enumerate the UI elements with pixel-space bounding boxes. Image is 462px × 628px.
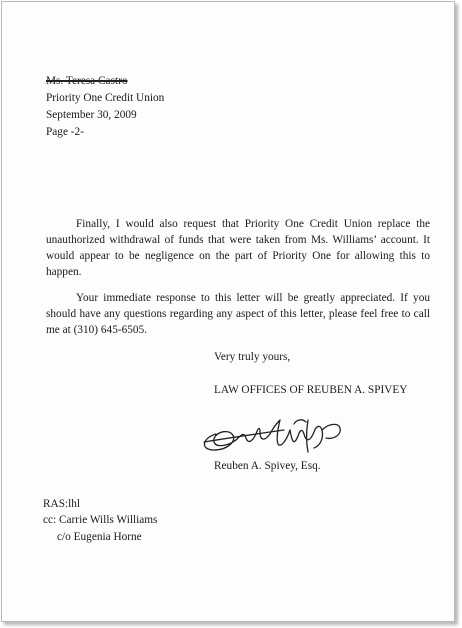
recipient-name-struck: Ms. Teresa Castro <box>46 75 128 87</box>
care-of-line: c/o Eugenia Horne <box>57 531 142 543</box>
recipient-organization: Priority One Credit Union <box>46 92 165 104</box>
letter-date: September 30, 2009 <box>46 109 137 121</box>
body-paragraph-2: Your immediate response to this letter will be greatly appreciated. If you should have any questions regarding any aspect of this letter, please feel free to call me at (310) 645-6505. <box>46 292 430 336</box>
body-paragraph-1: Finally, I would also request that Priority One Credit Union replace the unauthorized withdrawal of funds that were taken from Ms. Williams’ account. It would appear to be negligence on the part of Priority One for allowing this to happen. <box>46 218 430 278</box>
typist-initials: RAS:lhl <box>43 498 81 510</box>
page-number: Page -2- <box>46 126 84 138</box>
cc-line: cc: Carrie Wills Williams <box>43 514 158 526</box>
closing: Very truly yours, <box>214 351 291 363</box>
document-page <box>1 1 455 622</box>
signer-name: Reuben A. Spivey, Esq. <box>214 460 321 472</box>
firm-name: LAW OFFICES OF REUBEN A. SPIVEY <box>214 384 408 396</box>
handwritten-signature-icon <box>198 412 346 458</box>
